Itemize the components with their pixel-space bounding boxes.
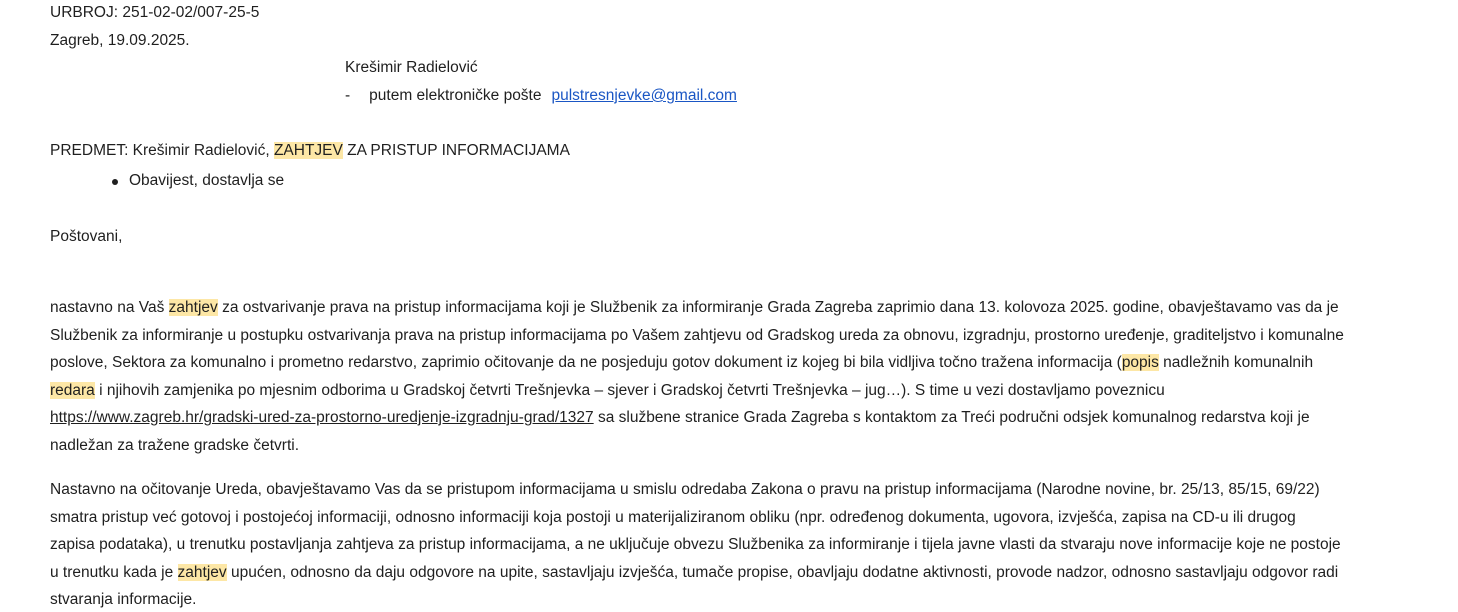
p1-line-5: [50, 404, 1450, 432]
bullet-dot: [112, 179, 118, 185]
recipient-delivery-line: [345, 87, 737, 105]
place-date-line: Zagreb, 19.09.2025.: [50, 32, 190, 49]
subject-highlight: ZAHTJEV: [273, 142, 343, 159]
p1-highlight-redara: redara: [50, 381, 95, 399]
delivery-method-text: putem elektroničke pošte: [369, 87, 542, 104]
p2-highlight-zahtjev: zahtjev: [177, 563, 227, 581]
p1-text: sa službene stranice Grada Zagreba s kontaktom za Treći područni odsjek komunalnog redarstva koji je: [593, 409, 1310, 426]
p1-line-6: nadležan za tražene gradske četvrti.: [50, 436, 299, 454]
p1-text: nastavno na Vaš: [50, 299, 169, 316]
p2-text: upućen, odnosno da daju odgovore na upite, sastavljaju izvješća, tumače propise, obavljaju dodatne aktivnosti, provode nadzor, odnosno sastavljaju odgovor radi: [226, 563, 1339, 581]
paragraph-2: [50, 476, 1450, 612]
p2-line-5: stvaranja informacije.: [50, 591, 197, 608]
p1-line-1: [50, 294, 1450, 322]
paragraph-1: [50, 294, 1450, 459]
p1-text: poslove, Sektora za komunalno i prometno redarstvo, zaprimio očitovanje da ne posjeduju gotov dokument iz kojeg bi bila vidljiva točno tražena informacija (: [50, 354, 1122, 371]
zagreb-url-link[interactable]: https://www.zagreb.hr/gradski-ured-za-prostorno-uredjenje-izgradnju-grad/1327: [50, 409, 594, 426]
p1-line-2: Službenik za informiranje u postupku ostvarivanja prava na pristup informacijama po Vašem zahtjevu od Gradskog ureda za obnovu, izgradnju, prostorno uređenje, graditeljstvo i komunalne: [50, 326, 1344, 344]
email-link[interactable]: pulstresnjevke@gmail.com: [551, 87, 737, 104]
p2-line-2: smatra pristup već gotovoj i postojećoj informaciji, odnosno informaciji koja postoji u materijaliziranom obliku (npr. određenog dokumenta, ugovora, izvješća, zapisa na CD-u ili drugog: [50, 508, 1296, 526]
subject-line: [50, 142, 570, 160]
p2-line-3: zapisa podataka), u trenutku postavljanja zahtjeva za pristup informacijama, a ne uključuje obvezu Službenika za informiranje i tijela javne vlasti da stvaraju nove informacije koje ne postoje: [50, 536, 1341, 553]
p1-text: nadležnih komunalnih: [1158, 354, 1314, 371]
p1-line-4: [50, 377, 1450, 405]
p1-highlight-zahtjev: zahtjev: [168, 299, 218, 316]
urbroj-line: URBROJ: 251-02-02/007-25-5: [50, 4, 260, 21]
subject-prefix: PREDMET: Krešimir Radielović,: [50, 142, 274, 159]
p1-text: za ostvarivanje prava na pristup informacijama koji je Službenik za informiranje Grada Zagreba zaprimio dana 13. kolovoza 2025. godine, obavještavamo vas da je: [217, 299, 1339, 316]
p1-highlight-popis: popis: [1121, 354, 1159, 371]
p2-text: u trenutku kada je: [50, 563, 178, 581]
subject-bullet-text: Obavijest, dostavlja se: [129, 172, 285, 189]
greeting: Poštovani,: [50, 228, 123, 245]
p2-line-1: Nastavno na očitovanje Ureda, obavještavamo Vas da se pristupom informacijama u smislu odredaba Zakona o pravu na pristup informacijama (Narodne novine, br. 25/13, 85/15, 69/22): [50, 481, 1320, 498]
recipient-name: Krešimir Radielović: [345, 59, 478, 76]
p1-text: i njihovih zamjenika po mjesnim odborima u Gradskoj četvrti Trešnjevka – sjever i Gradskoj četvrti Trešnjevka – jug…). S time u vezi dostavljamo poveznicu: [94, 381, 1165, 399]
p2-line-4: [50, 559, 1450, 587]
dash-marker: -: [345, 87, 351, 104]
p1-line-3: [50, 349, 1450, 377]
subject-rest: ZA PRISTUP INFORMACIJAMA: [342, 142, 570, 159]
